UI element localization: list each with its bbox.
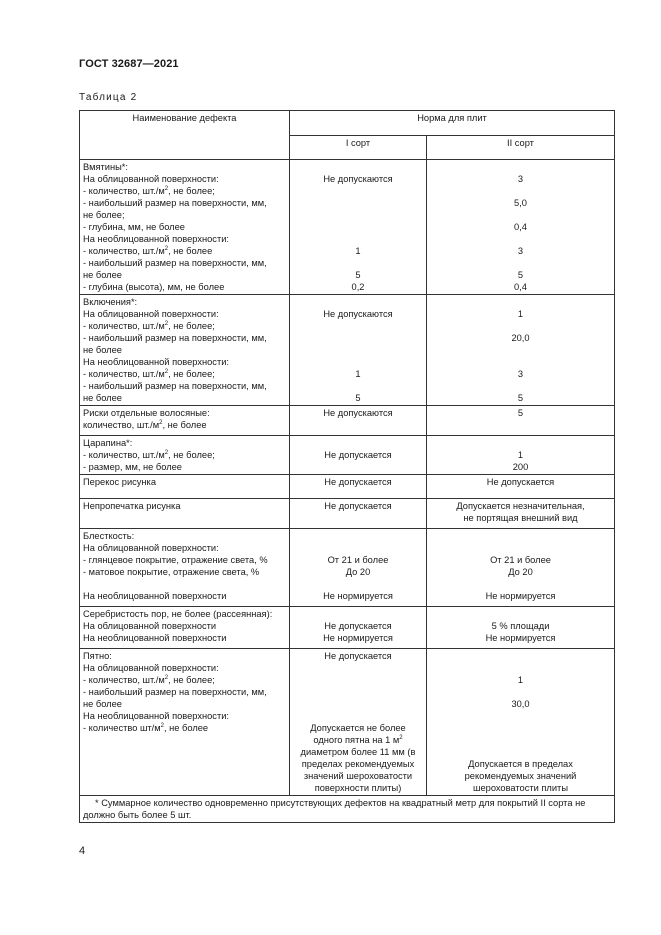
grade-2-value-line: Допускается незначительная, <box>456 501 585 511</box>
grade-1-value-line: До 20 <box>345 567 371 577</box>
grade-2-value-line <box>430 722 611 734</box>
grade-1-value-line: поверхности плиты) <box>314 783 402 793</box>
grade-1-value-line: Не нормируется <box>323 591 393 601</box>
defect-name-line: - количество, $шт./м^2$, не более; <box>83 674 215 685</box>
grade-2-cell <box>427 475 615 499</box>
table-row <box>80 475 615 499</box>
table-row <box>80 406 615 436</box>
grade-1-value-line <box>293 161 423 173</box>
grade-2-value-line <box>430 380 611 392</box>
grade-2-value-line: 3 <box>517 246 524 256</box>
defect-name-line: не более <box>83 270 122 280</box>
defect-name-line: - количество $шт/м^2$, не более <box>83 722 209 733</box>
grade-1-value-line <box>293 356 423 368</box>
defect-name-line <box>83 782 286 794</box>
grade-1-value-line: 1 <box>355 369 361 379</box>
defect-name-line: Риски отдельные волосяные: <box>83 408 210 418</box>
grade-1-value-line <box>293 320 423 332</box>
grade-2-value-line: От 21 и более <box>490 555 551 565</box>
grade-2-value-line: 5 <box>517 393 524 403</box>
grade-2-value-line: Не нормируется <box>485 591 556 601</box>
grade-1-cell <box>290 475 427 499</box>
defect-name-line: На необлицованной поверхности <box>83 591 227 601</box>
grade-1-value-line: От 21 и более <box>327 555 389 565</box>
defect-name-cell <box>80 607 290 649</box>
grade-2-value-line: рекомендуемых значений <box>464 771 577 781</box>
defect-name-line: - размер, мм, не более <box>83 462 182 472</box>
defect-name-line: На облицованной поверхности: <box>83 543 219 553</box>
grade-1-value-line: 5 <box>355 393 361 403</box>
table-row <box>80 436 615 475</box>
grade-1-value-line: Не допускается <box>324 651 392 661</box>
grade-2-value-line: шероховатости плиты <box>473 783 568 793</box>
defect-name-line: На облицованной поверхности: <box>83 663 219 673</box>
defect-name-line: не более <box>83 699 122 709</box>
grade-2-cell <box>427 607 615 649</box>
grade-2-cell <box>427 499 615 529</box>
grade-2-value-line <box>430 161 611 173</box>
grade-2-value-line <box>430 344 611 356</box>
grade-1-value-line <box>293 419 423 431</box>
grade-1-value-line <box>293 542 423 554</box>
defect-name-line <box>83 578 286 590</box>
grade-1-value-line <box>293 662 423 674</box>
grade-1-value-line: 0,2 <box>351 282 365 292</box>
grade-1-cell <box>290 295 427 406</box>
grade-2-value-line: 5 % площади <box>491 621 550 631</box>
grade-1-value-line <box>293 608 423 620</box>
grade-2-value-line: Не нормируется <box>485 633 556 643</box>
grade-2-value-line <box>430 185 611 197</box>
defect-name-line: На необлицованной поверхности: <box>83 234 229 244</box>
grade-1-value-line <box>293 686 423 698</box>
grade-2-cell <box>427 436 615 475</box>
grade-2-value-line <box>430 209 611 221</box>
column-header-grade-1: I сорт <box>290 136 427 160</box>
grade-1-value-line <box>293 380 423 392</box>
defect-name-line: - глянцевое покрытие, отражение света, % <box>83 555 268 565</box>
grade-2-value-line: не портящая внешний вид <box>463 513 578 523</box>
grade-2-value-line <box>430 710 611 722</box>
grade-2-cell <box>427 295 615 406</box>
defect-name-line: - матовое покрытие, отражение света, % <box>83 567 260 577</box>
defect-name-line: - количество, $шт./м^2$, не более; <box>83 368 215 379</box>
defect-name-line: - количество, $шт./м^2$, не более; <box>83 449 215 460</box>
defect-name-cell <box>80 499 290 529</box>
grade-1-value-line <box>293 296 423 308</box>
defect-name-cell <box>80 649 290 796</box>
grade-2-value-line <box>430 686 611 698</box>
grade-1-value-line <box>293 209 423 221</box>
grade-1-value-line <box>293 257 423 269</box>
defect-name-line: - наибольший размер на поверхности, мм, <box>83 333 267 343</box>
defect-name-line: - наибольший размер на поверхности, мм, <box>83 198 267 208</box>
defect-name-line: - количество, $шт./м^2$, не более; <box>83 185 215 196</box>
grade-2-value-line <box>430 746 611 758</box>
defect-name-line: - количество, $шт./м^2$, не более <box>83 245 213 256</box>
grade-2-value-line: Не допускается <box>486 477 555 487</box>
defect-name-line: Перекос рисунка <box>83 477 157 487</box>
grade-2-value-line: До 20 <box>508 567 533 577</box>
defect-name-line <box>83 758 286 770</box>
defect-name-line: Серебристость пор, не более (рассеянная): <box>83 609 273 619</box>
grade-1-value-line: Не допускается <box>324 621 392 631</box>
grade-1-value-line: Не допускаются <box>323 408 393 418</box>
grade-2-value-line <box>430 419 611 431</box>
grade-2-value-line <box>430 257 611 269</box>
defect-name-cell <box>80 160 290 295</box>
grade-2-value-line <box>430 734 611 746</box>
table-row <box>80 649 615 796</box>
grade-1-cell <box>290 160 427 295</box>
grade-1-cell <box>290 436 427 475</box>
grade-2-cell <box>427 406 615 436</box>
defect-name-line: Непропечатка рисунка <box>83 501 181 511</box>
grade-1-value-line: значений шероховатости <box>303 771 413 781</box>
grade-1-value-line <box>293 698 423 710</box>
footnote-row <box>80 796 615 823</box>
grade-1-value-line: Не допускаются <box>323 174 393 184</box>
grade-1-value-line: 5 <box>355 270 361 280</box>
column-header-grade-2: II сорт <box>427 136 615 160</box>
defect-name-line: На облицованной поверхности: <box>83 309 219 319</box>
defect-name-line: не более; <box>83 210 125 220</box>
defect-name-cell <box>80 529 290 607</box>
table-row <box>80 529 615 607</box>
grade-1-value-line: одного пятна на 1 $м^2$ <box>313 734 403 745</box>
defect-name-line: На необлицованной поверхности: <box>83 357 229 367</box>
defect-name-line: На необлицованной поверхности: <box>83 711 229 721</box>
grade-1-value-line: Не нормируется <box>323 633 393 643</box>
grade-2-value-line: Допускается в пределах <box>468 759 573 769</box>
grade-2-value-line: 3 <box>517 174 524 184</box>
grade-2-value-line: 1 <box>517 309 524 319</box>
defect-name-line: Блесткость: <box>83 531 135 541</box>
defect-name-line: На облицованной поверхности <box>83 621 217 631</box>
grade-2-value-line: 5 <box>517 270 524 280</box>
defect-name-line: Включения*: <box>83 297 138 307</box>
grade-1-value-line <box>293 674 423 686</box>
grade-2-value-line <box>430 296 611 308</box>
grade-1-value-line: 1 <box>355 246 361 256</box>
table-row <box>80 295 615 406</box>
grade-1-cell <box>290 607 427 649</box>
grade-1-cell <box>290 406 427 436</box>
table-row <box>80 499 615 529</box>
table-caption: Таблица 2 <box>79 92 138 103</box>
defect-name-line: количество, $шт./м^2$, не более <box>83 419 207 430</box>
grade-1-cell <box>290 649 427 796</box>
grade-1-value-line <box>293 197 423 209</box>
grade-1-value-line: Не допускается <box>324 501 392 511</box>
defect-name-line <box>83 734 286 746</box>
defect-name-cell <box>80 436 290 475</box>
grade-1-cell <box>290 529 427 607</box>
grade-2-value-line: 1 <box>517 675 524 685</box>
grade-2-value-line: 5 <box>517 408 524 418</box>
grade-1-value-line: Не допускается <box>324 477 392 487</box>
grade-1-value-line <box>293 233 423 245</box>
grade-2-cell <box>427 160 615 295</box>
grade-2-value-line <box>430 578 611 590</box>
grade-2-value-line <box>430 650 611 662</box>
defect-name-line: - наибольший размер на поверхности, мм, <box>83 381 267 391</box>
grade-1-value-line: пределах рекомендуемых <box>301 759 415 769</box>
defect-name-line: Пятно: <box>83 651 112 661</box>
grade-2-value-line <box>430 233 611 245</box>
grade-2-value-line <box>430 542 611 554</box>
grade-1-value-line <box>293 710 423 722</box>
defect-name-line: не более <box>83 393 122 403</box>
grade-2-value-line: 5,0 <box>514 198 527 208</box>
table-row <box>80 607 615 649</box>
grade-1-value-line <box>293 578 423 590</box>
defect-name-line: Вмятины*: <box>83 162 128 172</box>
grade-1-value-line: Не допускается <box>324 450 392 460</box>
grade-1-value-line <box>293 332 423 344</box>
defect-name-line: - глубина (высота), мм, не более <box>83 282 225 292</box>
defect-name-line: - глубина, мм, не более <box>83 222 185 232</box>
grade-2-value-line: 30,0 <box>511 699 530 709</box>
table-footnote: * Суммарное количество одновременно присутствующих дефектов на квадратный метр для покрытий II сорта не должно быть более 5 шт. <box>80 796 615 823</box>
defect-name-line <box>83 770 286 782</box>
grade-2-value-line <box>430 608 611 620</box>
grade-1-value-line <box>293 437 423 449</box>
grade-2-value-line: 3 <box>517 369 524 379</box>
grade-2-cell <box>427 529 615 607</box>
defects-table <box>79 110 615 823</box>
page-number: 4 <box>79 845 86 857</box>
document-title: ГОСТ 32687—2021 <box>79 58 179 70</box>
defect-name-line: На облицованной поверхности: <box>83 174 219 184</box>
grade-2-value-line <box>430 437 611 449</box>
defect-name-line: - наибольший размер на поверхности, мм, <box>83 687 267 697</box>
defect-name-line <box>83 746 286 758</box>
defect-name-line: не более <box>83 345 122 355</box>
grade-2-cell <box>427 649 615 796</box>
grade-2-value-line <box>430 662 611 674</box>
grade-2-value-line <box>430 356 611 368</box>
grade-2-value-line <box>430 320 611 332</box>
defect-name-line: - количество, $шт./м^2$, не более; <box>83 320 215 331</box>
grade-1-cell <box>290 499 427 529</box>
grade-2-value-line: 0,4 <box>514 222 527 232</box>
grade-1-value-line: Не допускаются <box>323 309 393 319</box>
column-header-norm: Норма для плит <box>290 111 615 136</box>
grade-1-value-line <box>293 461 423 473</box>
grade-1-value-line <box>293 530 423 542</box>
grade-2-value-line: 20,0 <box>511 333 530 343</box>
grade-1-value-line <box>293 221 423 233</box>
grade-1-value-line <box>293 185 423 197</box>
defect-name-cell <box>80 406 290 436</box>
grade-1-value-line <box>293 344 423 356</box>
grade-2-value-line: 1 <box>517 450 524 460</box>
defect-name-cell <box>80 295 290 406</box>
table-row <box>80 160 615 295</box>
defect-name-line: На необлицованной поверхности <box>83 633 227 643</box>
grade-1-value-line: диаметром более 11 мм (в <box>300 747 416 757</box>
grade-2-value-line: 0,4 <box>514 282 527 292</box>
defect-name-cell <box>80 475 290 499</box>
grade-2-value-line <box>430 530 611 542</box>
grade-1-value-line: Допускается не более <box>310 723 406 733</box>
defect-name-line: - наибольший размер на поверхности, мм, <box>83 258 267 268</box>
column-header-name: Наименование дефекта <box>80 111 290 160</box>
grade-2-value-line: 200 <box>512 462 529 472</box>
defect-name-line: Царапина*: <box>83 438 133 448</box>
